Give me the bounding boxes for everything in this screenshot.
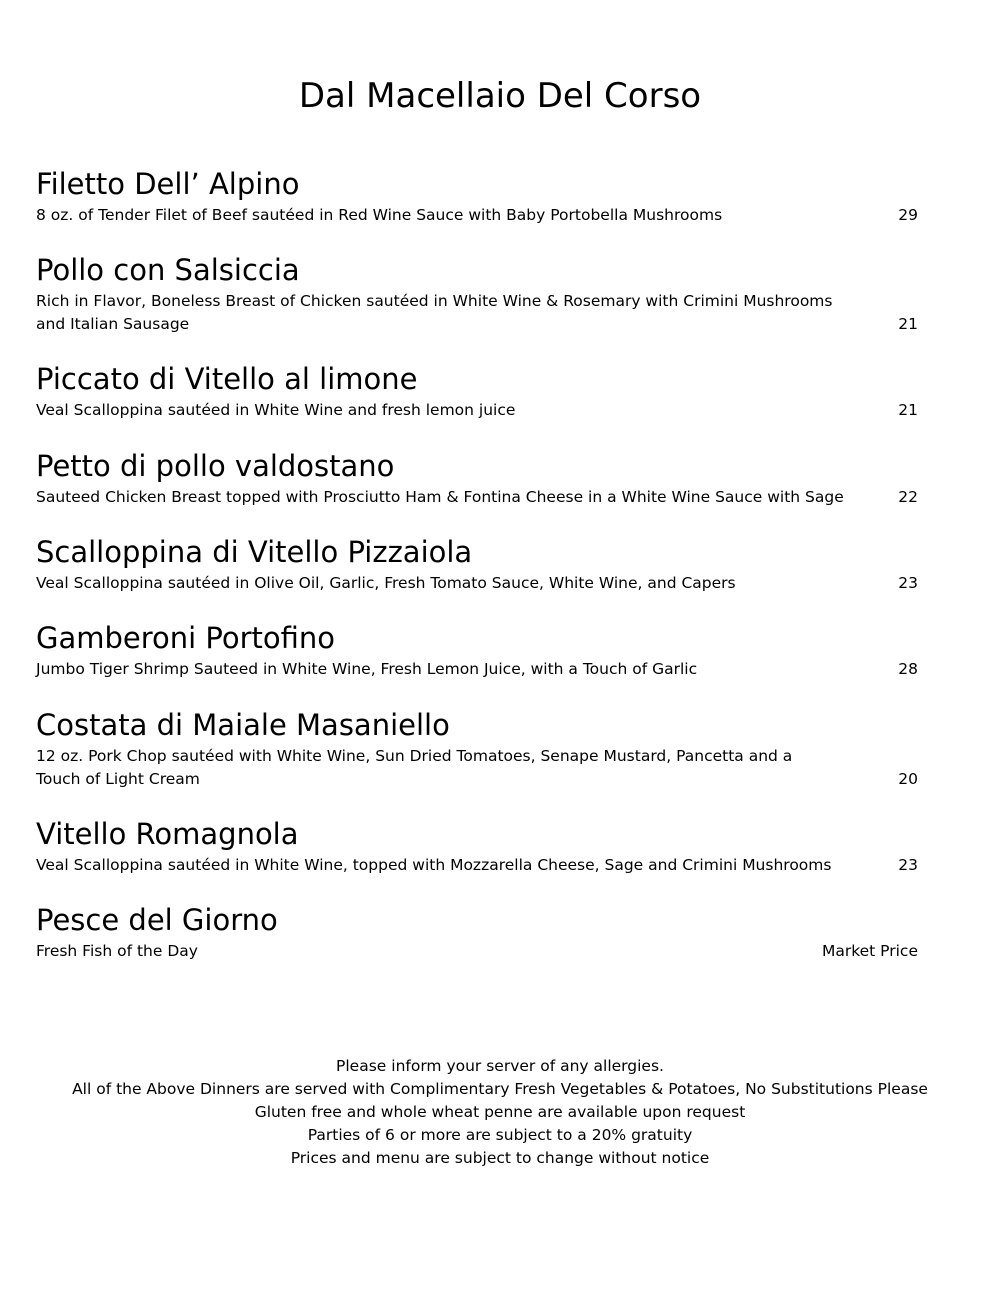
item-row — [36, 204, 918, 227]
item-price: 20 — [898, 770, 918, 788]
gratuity-note: Parties of 6 or more are subject to a 20% gratuity — [307, 1126, 693, 1144]
page-title: Dal Macellaio Del Corso — [298, 76, 702, 116]
item-description: Veal Scalloppina sautéed in Olive Oil, Garlic, Fresh Tomato Sauce, White Wine, and Capers — [36, 574, 736, 592]
menu-item — [36, 534, 918, 595]
item-description: Rich in Flavor, Boneless Breast of Chicken sautéed in White Wine & Rosemary with Crimini Mushrooms and Italian Sausage — [36, 292, 833, 333]
item-description: Fresh Fish of the Day — [36, 942, 198, 960]
item-price: 28 — [898, 660, 918, 678]
item-price: 29 — [898, 206, 918, 224]
item-row — [36, 940, 918, 963]
sides-note: All of the Above Dinners are served with Complimentary Fresh Vegetables & Potatoes, No Substitutions Please — [72, 1080, 928, 1098]
item-row — [36, 399, 918, 422]
item-price: 23 — [898, 856, 918, 874]
item-name: Filetto Dell’ Alpino — [36, 167, 300, 201]
item-description: 8 oz. of Tender Filet of Beef sautéed in Red Wine Sauce with Baby Portobella Mushrooms — [36, 206, 723, 224]
menu-item — [36, 902, 918, 963]
item-name: Vitello Romagnola — [36, 817, 299, 851]
item-name: Petto di pollo valdostano — [36, 449, 395, 483]
menu-item — [36, 448, 918, 509]
item-price: 21 — [898, 315, 918, 333]
item-description: Sauteed Chicken Breast topped with Prosciutto Ham & Fontina Cheese in a White Wine Sauce with Sage — [36, 488, 844, 506]
menu-item — [36, 361, 918, 422]
gluten-free-note: Gluten free and whole wheat penne are available upon request — [254, 1103, 746, 1121]
item-description: Veal Scalloppina sautéed in White Wine, topped with Mozzarella Cheese, Sage and Crimini Mushrooms — [36, 856, 832, 874]
item-name: Pesce del Giorno — [36, 903, 278, 937]
item-price: 23 — [898, 574, 918, 592]
item-row — [36, 290, 918, 336]
item-description: Jumbo Tiger Shrimp Sauteed in White Wine, Fresh Lemon Juice, with a Touch of Garlic — [36, 660, 698, 678]
menu-item — [36, 620, 918, 681]
item-price: 21 — [898, 401, 918, 419]
menu-item — [36, 252, 918, 336]
item-price: Market Price — [821, 942, 918, 960]
item-row — [36, 572, 918, 595]
item-description: Veal Scalloppina sautéed in White Wine and fresh lemon juice — [36, 401, 516, 419]
allergy-note: Please inform your server of any allergies. — [336, 1057, 664, 1075]
item-row — [36, 854, 918, 877]
item-name: Gamberoni Portofino — [36, 621, 336, 655]
item-row — [36, 745, 918, 791]
item-name: Piccato di Vitello al limone — [36, 362, 418, 396]
item-name: Costata di Maiale Masaniello — [36, 708, 450, 742]
item-row — [36, 486, 918, 509]
menu-item — [36, 707, 918, 791]
price-change-note: Prices and menu are subject to change without notice — [290, 1149, 710, 1167]
menu-item — [36, 166, 918, 227]
item-price: 22 — [898, 488, 918, 506]
item-name: Pollo con Salsiccia — [36, 253, 300, 287]
footer-notes — [0, 1055, 1000, 1170]
menu-item — [36, 816, 918, 877]
item-name: Scalloppina di Vitello Pizzaiola — [36, 535, 473, 569]
item-description: 12 oz. Pork Chop sautéed with White Wine, Sun Dried Tomatoes, Senape Mustard, Pancetta and a Touch of Light Cream — [36, 747, 793, 788]
item-row — [36, 658, 918, 681]
